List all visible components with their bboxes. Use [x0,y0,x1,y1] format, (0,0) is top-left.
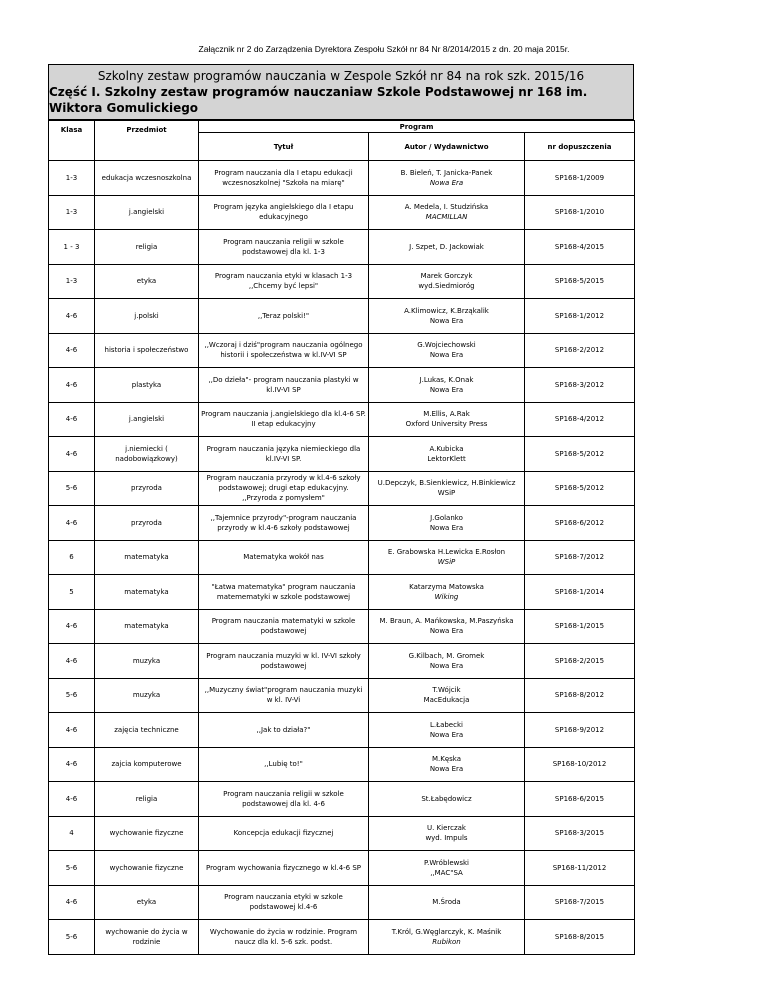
author-name: M.Kęska [431,755,462,764]
cell-klasa: 4-6 [49,644,95,679]
cell-nr-dopuszczenia: SP168-2/2015 [525,644,635,679]
table-row [49,264,635,299]
cell-przedmiot: edukacja wczesnoszkolna [95,161,199,196]
table-row [49,747,635,782]
cell-nr-dopuszczenia: SP168-9/2012 [525,713,635,748]
cell-klasa: 5-6 [49,678,95,713]
cell-autor [369,816,525,851]
publisher-name: wyd.Siedmioróg [418,282,475,291]
cell-klasa: 4-6 [49,368,95,403]
cell-nr-dopuszczenia: SP168-3/2012 [525,368,635,403]
cell-tytul: "Łatwa matematyka" program nauczania matemematyki w szkole podstawowej [199,575,369,610]
publisher-name: Nowa Era [429,661,464,670]
publisher-name: Oxford University Press [405,420,488,429]
author-name: St.Łabędowicz [421,794,472,803]
cell-przedmiot: historia i społeczeństwo [95,333,199,368]
cell-przedmiot: matematyka [95,540,199,575]
cell-klasa: 5-6 [49,471,95,506]
cell-nr-dopuszczenia: SP168-2/2012 [525,333,635,368]
cell-przedmiot: przyroda [95,471,199,506]
cell-tytul: ,,Muzyczny świat"program nauczania muzyki w kl. IV-Vi [199,678,369,713]
table-row [49,713,635,748]
cell-klasa: 4-6 [49,885,95,920]
publisher-name: Nowa Era [429,523,464,532]
publisher-name: MacEdukacja [423,696,470,705]
publisher-name: Nowa Era [429,351,464,360]
table-row [49,299,635,334]
cell-autor [369,230,525,265]
table-row [49,437,635,472]
cell-klasa: 4-6 [49,299,95,334]
cell-nr-dopuszczenia: SP168-10/2012 [525,747,635,782]
cell-autor [369,437,525,472]
cell-nr-dopuszczenia: SP168-5/2012 [525,471,635,506]
cell-przedmiot: matematyka [95,609,199,644]
cell-autor [369,782,525,817]
author-name: A.Klimowicz, K.Brząkalik [404,306,489,315]
cell-klasa: 4-6 [49,506,95,541]
table-row [49,782,635,817]
cell-nr-dopuszczenia: SP168-7/2012 [525,540,635,575]
header-klasa: Klasa [49,121,95,161]
table-row [49,851,635,886]
cell-przedmiot: wychowanie fizyczne [95,816,199,851]
publisher-name: ,,MAC"SA [430,868,463,877]
cell-tytul: Matematyka wokół nas [199,540,369,575]
cell-autor [369,195,525,230]
author-name: M.Środa [432,898,461,907]
publisher-name: MACMILLAN [425,213,468,222]
header-nr: nr dopuszczenia [525,133,635,161]
cell-tytul: Koncepcja edukacji fizycznej [199,816,369,851]
cell-przedmiot: przyroda [95,506,199,541]
cell-przedmiot: religia [95,782,199,817]
cell-przedmiot: j.polski [95,299,199,334]
cell-tytul: ,,Teraz polski!" [199,299,369,334]
table-row [49,471,635,506]
cell-klasa: 4-6 [49,747,95,782]
cell-autor [369,747,525,782]
cell-nr-dopuszczenia: SP168-6/2015 [525,782,635,817]
cell-autor [369,506,525,541]
author-name: M. Braun, A. Mańkowska, M.Paszyńska [379,617,514,626]
publisher-name: Nowa Era [429,178,464,187]
cell-autor [369,540,525,575]
cell-nr-dopuszczenia: SP168-1/2010 [525,195,635,230]
publisher-name: Nowa Era [429,627,464,636]
table-row [49,678,635,713]
header-tytul: Tytuł [199,133,369,161]
cell-klasa: 4-6 [49,782,95,817]
author-name: T.Król, G.Węglarczyk, K. Maśnik [391,927,502,936]
cell-klasa: 1 - 3 [49,230,95,265]
cell-klasa: 1-3 [49,264,95,299]
cell-tytul: ,,Lubię to!" [199,747,369,782]
cell-autor [369,471,525,506]
table-row [49,644,635,679]
author-name: P.Wróblewski [423,858,470,867]
cell-nr-dopuszczenia: SP168-5/2012 [525,437,635,472]
cell-tytul: Program nauczania religii w szkole podstawowej dla kl. 4-6 [199,782,369,817]
cell-autor [369,264,525,299]
author-name: E. Grabowska H.Lewicka E.Rosłon [387,548,506,557]
cell-przedmiot: zajęcia techniczne [95,713,199,748]
cell-przedmiot: wychowanie do życia w rodzinie [95,920,199,955]
cell-nr-dopuszczenia: SP168-6/2012 [525,506,635,541]
author-name: Katarzyma Matowska [409,582,484,591]
cell-nr-dopuszczenia: SP168-7/2015 [525,885,635,920]
table-row [49,368,635,403]
author-name: M.Ellis, A.Rak [423,410,470,419]
author-name: G.Wojciechowski [417,341,476,350]
cell-tytul: ,,Jak to działa?" [199,713,369,748]
author-name: A. Medela, I. Studzińska [404,203,489,212]
table-row [49,540,635,575]
cell-nr-dopuszczenia: SP168-4/2015 [525,230,635,265]
publisher-name: Wiking [434,592,459,601]
cell-tytul: Program nauczania matematyki w szkole podstawowej [199,609,369,644]
table-row [49,575,635,610]
cell-tytul: Program nauczania języka niemieckiego dla kl.IV-VI SP. [199,437,369,472]
cell-tytul: Wychowanie do życia w rodzinie. Program naucz dla kl. 5-6 szk. podst. [199,920,369,955]
cell-tytul: Program nauczania etyki w klasach 1-3 ,,Chcemy być lepsi" [199,264,369,299]
cell-autor [369,713,525,748]
cell-klasa: 4-6 [49,402,95,437]
cell-autor [369,161,525,196]
cell-autor [369,299,525,334]
cell-tytul: Program nauczania przyrody w kl.4-6 szkoły podstawowej; drugi etap edukacyjny. ,,Przyroda z pomysłem" [199,471,369,506]
cell-tytul: Program nauczania j.angielskiego dla kl.4-6 SP. II etap edukacyjny [199,402,369,437]
cell-autor [369,575,525,610]
cell-tytul: Program języka angielskiego dla I etapu edukacyjnego [199,195,369,230]
cell-nr-dopuszczenia: SP168-4/2012 [525,402,635,437]
table-row [49,506,635,541]
cell-autor [369,609,525,644]
cell-klasa: 5 [49,575,95,610]
cell-tytul: Program nauczania dla I etapu edukacji wczesnoszkolnej "Szkoła na miarę" [199,161,369,196]
cell-nr-dopuszczenia: SP168-3/2015 [525,816,635,851]
publisher-name: WSiP [437,558,456,567]
cell-autor [369,920,525,955]
cell-tytul: ,,Wczoraj i dziś"program nauczania ogólnego historii i społeczeństwa w kl.IV-VI SP [199,333,369,368]
document-title-box [48,64,634,120]
author-name: L.Łabecki [430,720,463,729]
table-row [49,885,635,920]
cell-klasa: 6 [49,540,95,575]
publisher-name: Rubikon [432,937,461,946]
cell-przedmiot: matematyka [95,575,199,610]
cell-nr-dopuszczenia: SP168-8/2012 [525,678,635,713]
cell-klasa: 1-3 [49,161,95,196]
header-program: Program [199,121,635,133]
cell-autor [369,644,525,679]
cell-przedmiot: j.angielski [95,195,199,230]
table-row [49,195,635,230]
cell-przedmiot: j.angielski [95,402,199,437]
cell-autor [369,368,525,403]
cell-autor [369,402,525,437]
publisher-name: Nowa Era [429,316,464,325]
cell-autor [369,885,525,920]
cell-nr-dopuszczenia: SP168-1/2012 [525,299,635,334]
cell-klasa: 1-3 [49,195,95,230]
table-row [49,920,635,955]
table-row [49,161,635,196]
author-name: G.Kilbach, M. Gromek [408,651,485,660]
program-table [48,120,635,955]
author-name: J.Lukas, K.Onak [419,375,474,384]
cell-tytul: Program nauczania etyki w szkole podstawowej kl.4-6 [199,885,369,920]
header-przedmiot: Przedmiot [95,121,199,161]
cell-autor [369,333,525,368]
cell-tytul: Program wychowania fizycznego w kl.4-6 SP [199,851,369,886]
author-name: T.Wójcik [432,686,461,695]
publisher-name: LektorKlett [427,454,466,463]
table-body [49,161,635,955]
cell-klasa: 4-6 [49,333,95,368]
header-autor: Autor / Wydawnictwo [369,133,525,161]
author-name: U. Kierczak [426,824,466,833]
table-row [49,609,635,644]
cell-przedmiot: muzyka [95,644,199,679]
cell-przedmiot: religia [95,230,199,265]
author-name: A.Kubicka [429,444,464,453]
cell-klasa: 5-6 [49,920,95,955]
cell-przedmiot: etyka [95,264,199,299]
cell-nr-dopuszczenia: SP168-8/2015 [525,920,635,955]
cell-klasa: 4-6 [49,713,95,748]
publisher-name: wyd. Impuls [425,834,468,843]
author-name: Marek Gorczyk [420,272,473,281]
cell-tytul: Program nauczania muzyki w kl. IV-VI szkoły podstawowej [199,644,369,679]
cell-autor [369,851,525,886]
title-line-2: Część I. Szkolny zestaw programów nauczaniaw Szkole Podstawowej nr 168 im. Wiktora Gomulickiego [49,85,588,115]
author-name: B. Bieleń, T. Janicka-Panek [400,168,493,177]
title-line-1: Szkolny zestaw programów nauczania w Zespole Szkół nr 84 na rok szk. 2015/16 [97,69,585,83]
cell-nr-dopuszczenia: SP168-11/2012 [525,851,635,886]
cell-nr-dopuszczenia: SP168-5/2015 [525,264,635,299]
cell-nr-dopuszczenia: SP168-1/2014 [525,575,635,610]
cell-przedmiot: wychowanie fizyczne [95,851,199,886]
author-name: J.Golanko [430,513,463,522]
document-caption: Załącznik nr 2 do Zarządzenia Dyrektora Zespołu Szkół nr 84 Nr 8/2014/2015 z dn. 20 maja 2015r. [198,44,570,54]
cell-przedmiot: j.niemiecki ( nadobowiązkowy) [95,437,199,472]
cell-przedmiot: muzyka [95,678,199,713]
cell-nr-dopuszczenia: SP168-1/2009 [525,161,635,196]
cell-klasa: 4-6 [49,437,95,472]
cell-przedmiot: zajcia komputerowe [95,747,199,782]
cell-klasa: 5-6 [49,851,95,886]
cell-klasa: 4-6 [49,609,95,644]
cell-przedmiot: etyka [95,885,199,920]
table-row [49,816,635,851]
cell-klasa: 4 [49,816,95,851]
table-row [49,402,635,437]
publisher-name: WSiP [437,489,456,498]
cell-autor [369,678,525,713]
cell-tytul: Program nauczania religii w szkole podstawowej dla kl. 1-3 [199,230,369,265]
cell-przedmiot: plastyka [95,368,199,403]
cell-tytul: ,,Tajemnice przyrody"-program nauczania przyrody w kl.4-6 szkoły podstawowej [199,506,369,541]
cell-nr-dopuszczenia: SP168-1/2015 [525,609,635,644]
author-name: U.Depczyk, B.Sienkiewicz, H.Binkiewicz [377,479,516,488]
table-row [49,230,635,265]
publisher-name: Nowa Era [429,385,464,394]
cell-tytul: ,,Do dzieła"- program nauczania plastyki w kl.IV-VI SP [199,368,369,403]
publisher-name: Nowa Era [429,730,464,739]
author-name: J. Szpet, D. Jackowiak [409,242,484,251]
table-row [49,333,635,368]
publisher-name: Nowa Era [429,765,464,774]
